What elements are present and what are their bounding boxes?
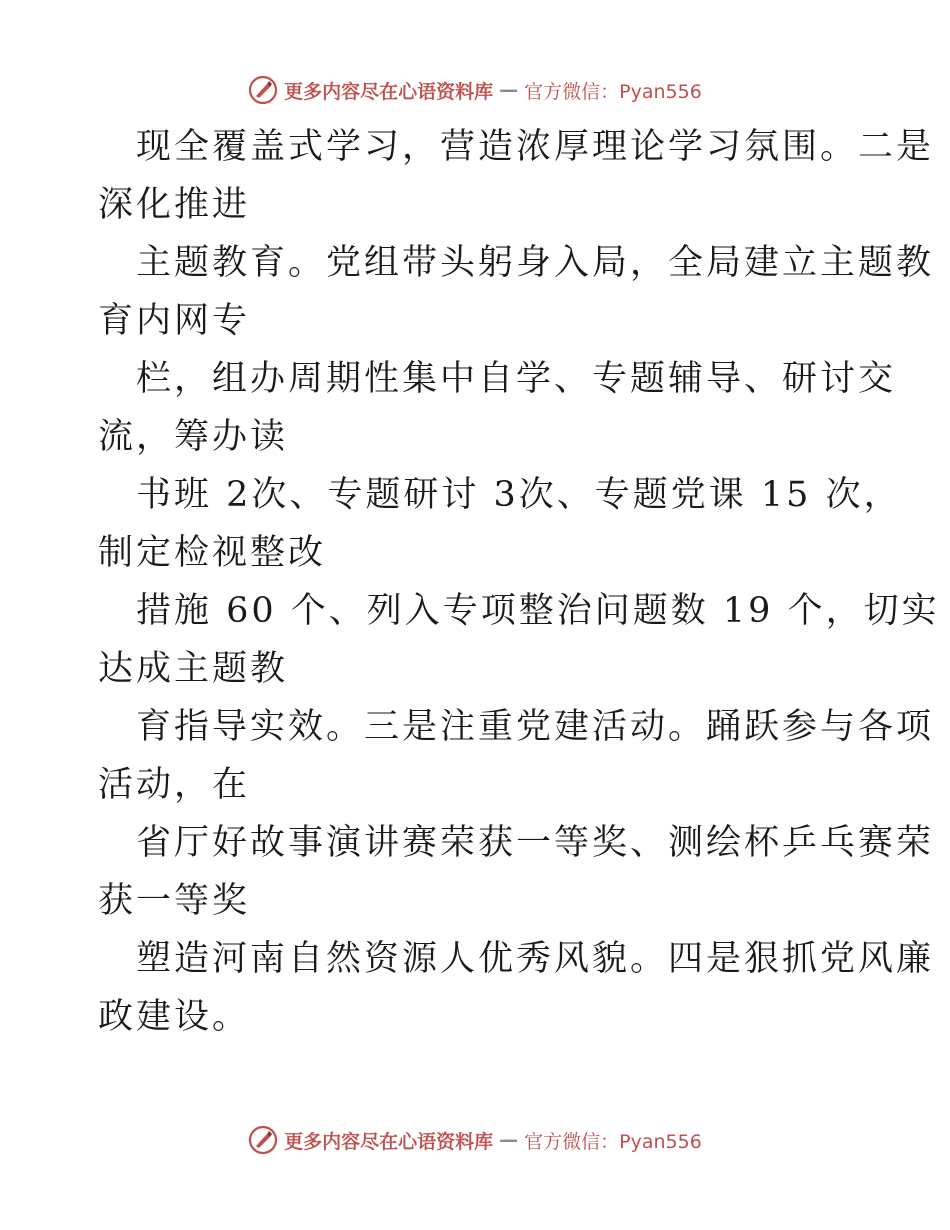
text-line: 获一等奖 (98, 881, 251, 921)
text-line: 书班 2次、专题研讨 3次、专题党课 15 次， (136, 475, 902, 515)
text-line: 省厅好故事演讲赛荣获一等奖、测绘杯乒乓赛荣 (136, 823, 935, 863)
pen-logo-icon (248, 1125, 278, 1155)
text-line: 主题教育。党组带头躬身入局，全局建立主题教 (136, 243, 935, 283)
document-body (98, 118, 940, 1046)
watermark-wechat: 官方微信：Pyan556 (524, 1130, 702, 1153)
watermark-text: 更多内容尽在心语资料库 (284, 80, 494, 103)
footer-watermark (0, 1120, 950, 1160)
text-line: 现全覆盖式学习，营造浓厚理论学习氛围。二是 (136, 127, 935, 167)
text-line: 栏，组办周期性集中自学、专题辅导、研讨交 (136, 359, 897, 399)
text-line: 制定检视整改 (98, 533, 327, 573)
text-line: 政建设。 (98, 997, 251, 1037)
text-line: 深化推进 (98, 185, 251, 225)
text-line: 措施 60 个、列入专项整治问题数 19 个，切实 (136, 591, 940, 631)
pen-logo-icon (248, 75, 278, 105)
watermark-separator: — (499, 79, 519, 101)
watermark-separator: — (499, 1129, 519, 1151)
text-line: 塑造河南自然资源人优秀风貌。四是狠抓党风廉 (136, 939, 935, 979)
text-line: 达成主题教 (98, 649, 289, 689)
text-line: 流，筹办读 (98, 417, 289, 457)
watermark-wechat: 官方微信：Pyan556 (524, 80, 702, 103)
text-line: 育内网专 (98, 301, 251, 341)
header-watermark (0, 70, 950, 110)
watermark-text: 更多内容尽在心语资料库 (284, 1130, 494, 1153)
text-line: 育指导实效。三是注重党建活动。踊跃参与各项 (136, 707, 935, 747)
text-line: 活动，在 (98, 765, 251, 805)
